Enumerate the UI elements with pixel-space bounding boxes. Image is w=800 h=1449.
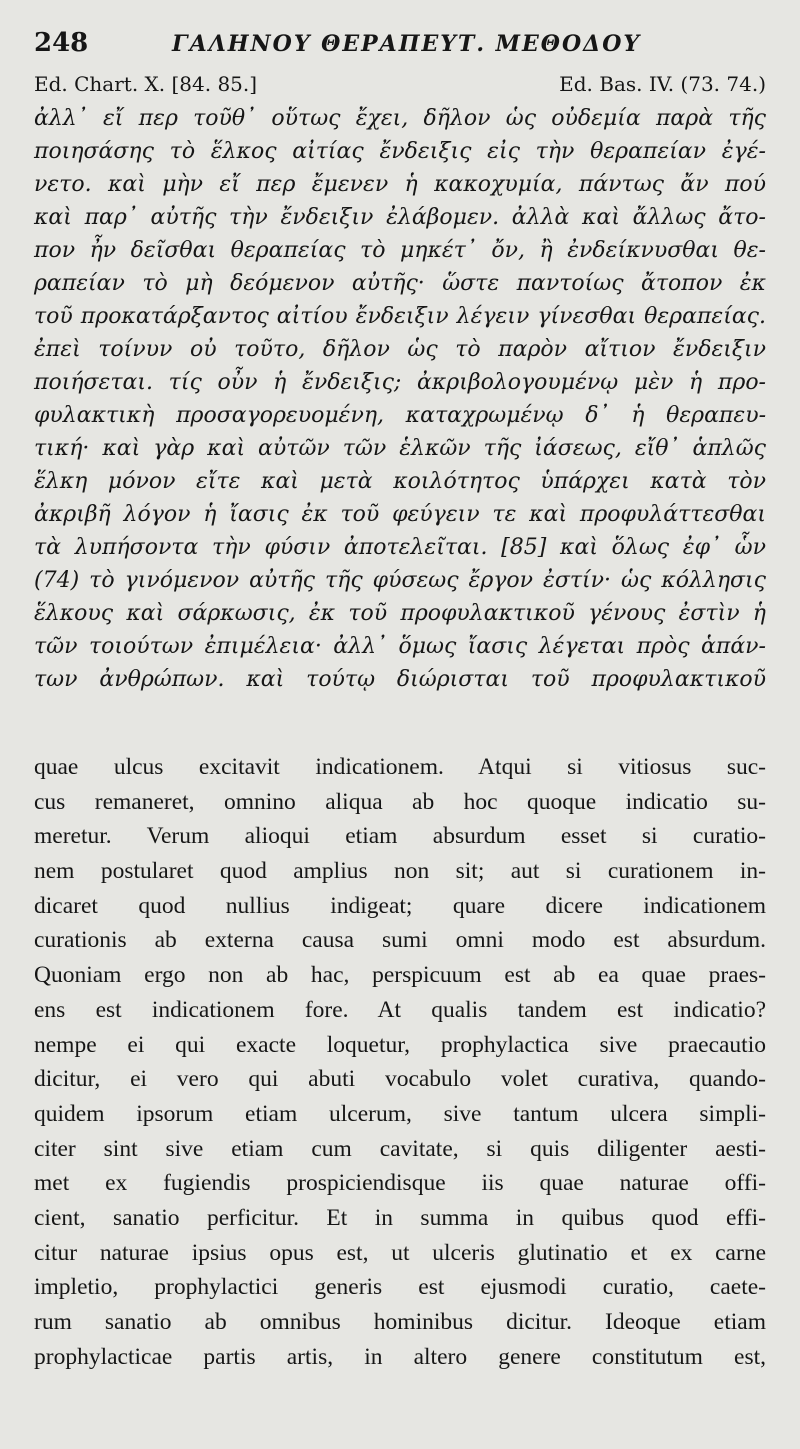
latin-line: dicaret quod nullius indigeat; quare dicere indicationem [34,892,766,919]
greek-line: (74) τὸ γινόμενον αὐτῆς τῆς φύσεως ἔργον ἐστίν· ὡς κόλλησις [34,568,766,593]
latin-line: curationis ab externa causa sumi omni modo est absurdum. [34,927,766,954]
latin-line: impletio, prophylactici generis est ejusmodi curatio, caete- [34,1274,766,1301]
greek-line: τοῦ προκατάρξαντος αἰτίου ἔνδειξιν λέγειν γίνεσθαι θεραπείας. [34,304,766,329]
latin-line: quidem ipsorum etiam ulcerum, sive tantum ulcera simpli- [34,1100,766,1127]
latin-line: nempe ei qui exacte loquetur, prophylactica sive praecautio [34,1031,766,1058]
latin-line: citer sint sive etiam cum cavitate, si quis diligenter aesti- [34,1135,766,1162]
edition-right: Ed. Bas. IV. (73. 74.) [559,72,766,96]
greek-line: τῶν τοιούτων ἐπιμέλεια· ἀλλ᾽ ὅμως ἴασις λέγεται πρὸς ἁπάν- [34,634,766,659]
latin-line: prophylacticae partis artis, in altero genere constitutum est, [34,1343,766,1370]
latin-line: ens est indicationem fore. At qualis tandem est indicatio? [34,996,766,1023]
greek-line: πον ἦν δεῖσθαι θεραπείας τὸ μηκέτ᾽ ὄν, ἢ ἐνδείκνυσθαι θε- [34,238,766,263]
greek-line: νετο. καὶ μὴν εἴ περ ἔμενεν ἡ κακοχυμία, πάντως ἄν πού [34,172,766,197]
greek-line: ἕλκη μόνον εἴτε καὶ μετὰ κοιλότητος ὑπάρχει κατὰ τὸν [34,469,766,494]
latin-line: nem postularet quod amplius non sit; aut si curationem in- [34,858,766,885]
greek-line: τική· καὶ γὰρ καὶ αὐτῶν τῶν ἑλκῶν τῆς ἰάσεως, εἴθ᾽ ἁπλῶς [34,436,766,461]
greek-line: ποιησάσης τὸ ἕλκος αἰτίας ἔνδειξις εἰς τὴν θεραπείαν ἐγέ- [34,139,766,164]
greek-line: καὶ παρ᾽ αὐτῆς τὴν ἔνδειξιν ἐλάβομεν. ἀλλὰ καὶ ἄλλως ἄτο- [34,205,766,230]
latin-line: meretur. Verum alioqui etiam absurdum esset si curatio- [34,823,766,850]
greek-text-block [34,102,766,696]
edition-left: Ed. Chart. X. [84. 85.] [34,72,258,96]
greek-line: των ἀνθρώπων. καὶ τούτῳ διώρισται τοῦ προφυλακτικοῦ [34,667,766,692]
greek-line: ἐπεὶ τοίνυν οὐ τοῦτο, δῆλον ὡς τὸ παρὸν αἴτιον ἔνδειξιν [34,337,766,362]
latin-line: dicitur, ei vero qui abuti vocabulo volet curativa, quando- [34,1066,766,1093]
latin-line: rum sanatio ab omnibus hominibus dicitur. Ideoque etiam [34,1309,766,1335]
latin-line: met ex fugiendis prospiciendisque iis quae naturae offi- [34,1170,766,1197]
latin-line: cient, sanatio perficitur. Et in summa in quibus quod effi- [34,1204,766,1231]
greek-line: ἀκριβῆ λόγον ἡ ἴασις ἐκ τοῦ φεύγειν τε καὶ προφυλάττεσθαι [34,502,766,527]
latin-line: citur naturae ipsius opus est, ut ulceris glutinatio et ex carne [34,1239,766,1266]
greek-line: ἕλκους καὶ σάρκωσις, ἐκ τοῦ προφυλακτικοῦ γένους ἐστὶν ἡ [34,601,766,626]
latin-line: quae ulcus excitavit indicationem. Atqui si vitiosus suc- [34,754,766,780]
running-title: ΓΑΛΗΝΟΥ ΘΕΡΑΠΕΥΤ. ΜΕΘΟΔΟΥ [172,31,642,57]
latin-line: cus remaneret, omnino aliqua ab hoc quoque indicatio su- [34,788,766,815]
latin-line: Quoniam ergo non ab hac, perspicuum est ab ea quae praes- [34,962,766,989]
greek-line: φυλακτικὴ προσαγορευομένη, καταχρωμένῳ δ᾽ ἡ θεραπευ- [34,403,766,428]
greek-line: ἀλλ᾽ εἴ περ τοῦθ᾽ οὕτως ἔχει, δῆλον ὡς οὐδεμία παρὰ τῆς [34,106,766,131]
greek-line: τὰ λυπήσοντα τὴν φύσιν ἀποτελεῖται. [85] καὶ ὅλως ἐφ᾽ ὧν [34,535,766,560]
greek-line: ραπείαν τὸ μὴ δεόμενον αὐτῆς· ὥστε παντοίως ἄτοπον ἐκ [34,271,766,296]
page-number: 248 [34,28,89,58]
latin-text-block [34,750,766,1374]
greek-line: ποιήσεται. τίς οὖν ἡ ἔνδειξις; ἀκριβολογουμένῳ μὲν ἡ προ- [34,370,766,395]
running-head [34,28,766,66]
edition-references [34,72,766,100]
